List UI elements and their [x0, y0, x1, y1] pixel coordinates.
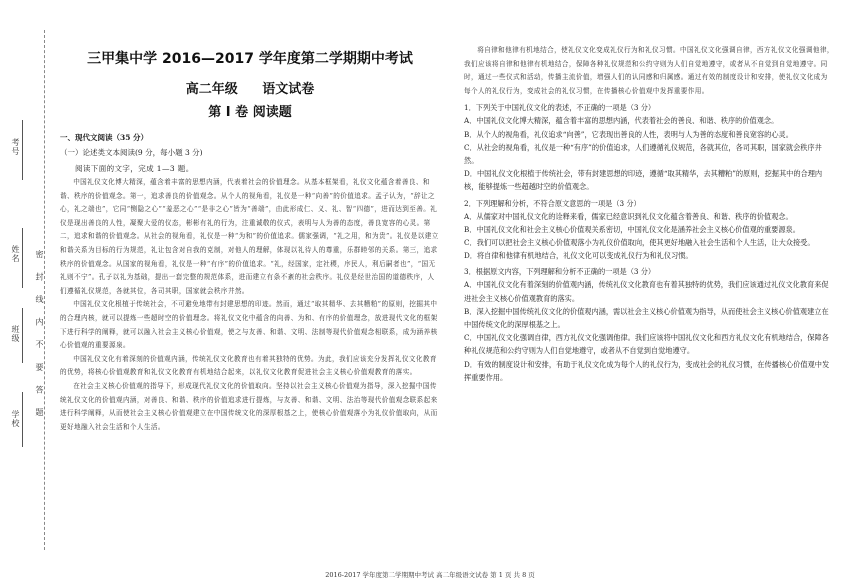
passage-paragraph: 中国礼仪文化有着深刻的价值观内涵，传统礼仪文化教育也有着其独特的优势。为此，我们应该充分发挥礼仪文化教育的优势，将核心价值观教育和礼仪文化教育有机地结合起来，以礼仪文化教育促进社会主义核心价值观教育的落实。 [60, 354, 437, 377]
left-column [60, 44, 440, 434]
option-c: C．中国礼仪文化强调自律，西方礼仪文化强调他律。我们应该将中国礼仪文化和西方礼仪文化有机地结合，保障各种礼仪规范和公约守则为人们自觉地遵守，或者从不自觉到自觉地遵守。 [464, 333, 829, 356]
subsection-heading: （一）论述类文本阅读(9 分，每小题 3 分) [60, 148, 203, 157]
question-3 [464, 266, 834, 384]
question-2 [464, 198, 834, 263]
seal-line-text: 密 封 线 内 不 要 答 题 [35, 250, 44, 422]
grade-label: 高二年级 [185, 82, 238, 97]
seal-dashed-line [44, 30, 45, 550]
question-1 [464, 102, 834, 193]
option-d: D．将自律和他律有机地结合，礼仪文化可以变成礼仪行为和礼仪习惯。 [464, 251, 693, 261]
fill-line-xuexiao [22, 392, 23, 447]
option-a: A．从儒家对中国礼仪文化的诠释来看，儒家已经意识到礼仪文化蕴含着善良、和谐、秩序的价值观念。 [464, 211, 793, 221]
option-a: A．中国礼仪文化博大精深，蕴含着丰富的思想内涵，代表着社会的善良、和谐、秩序的价值观念。 [464, 116, 779, 126]
option-c: C．我们可以把社会主义核心价值观落小为礼仪价值取向，使其更好地融入社会生活和个人生活，让大众接受。 [464, 238, 815, 247]
label-banji: 班级 [11, 325, 20, 343]
option-c: C．从社会的视角看，礼仪是一种“有序”的价值追求，人们遵循礼仪规范，各就其位，各司其职，国家就会秩序井然。 [464, 142, 822, 165]
fill-line-banji [22, 308, 23, 363]
subject-label: 语文试卷 [262, 82, 315, 97]
page-footer: 2016-2017 学年度第二学期期中考试 高二年级语文试卷 第 1 页 共 8 页 [325, 571, 535, 579]
grade-subject-line [60, 78, 440, 97]
question-stem: 3．根据原文内容，下列理解和分析不正确的一项是（3 分） [464, 267, 656, 277]
option-b: B．从个人的视角看，礼仪追求“向善”，它表现出善良的人性，表明与人为善的态度和善良宽容的心灵。 [464, 129, 793, 139]
binding-margin [0, 0, 52, 588]
option-b: B．中国礼仪文化和社会主义核心价值观关系密切，中国礼仪文化是涵养社会主义核心价值观的重要源泉。 [464, 224, 800, 234]
reading-instruction: 阅读下面的文字，完成 1—3 题。 [75, 164, 194, 173]
fill-line-kaohao [22, 120, 23, 180]
question-stem: 1．下列关于中国礼仪文化的表述，不正确的一项是（3 分） [464, 103, 656, 113]
option-b: B．深入挖掘中国传统礼仪文化的价值观内涵，需以社会主义核心价值观为指导，从而使社会主义核心价值观建立在中国传统文化的深厚根基之上。 [464, 306, 829, 330]
passage-paragraph: 在社会主义核心价值观的指导下，形成现代礼仪文化的价值取向。坚持以社会主义核心价值观为指导，深入挖掘中国传统礼仪文化的价值观内涵，对善良、和谐、秩序的价值追求进行提炼，与友善、和谐、文明、法治等现代价值观念联系起来进行科学阐释，从而使社会主义核心价值观建立在中国传统文化的深厚根基之上，使核心价值观落小为礼仪价值取向，从而更好地融入社会生活和个人生活。 [60, 381, 438, 431]
question-stem: 2．下列理解和分析，不符合原文意思的一项是（3 分） [464, 198, 641, 208]
school-title: 三甲集中学 2016—2017 学年度第二学期期中考试 [87, 51, 413, 67]
passage-paragraph: 中国礼仪文化根植于传统社会，不可避免地带有封建思想的印迹。然而，通过“取其精华、去其糟粕”的原则，挖掘其中的合理内核，就可以提炼一些超时空的价值理念。将礼仪文化中蕴含的向善、为和、有序的价值理念，放进现代文化的框架下进行科学的阐释，就可以融入社会主义核心价值观，使之与友善、和谐、文明、法制等现代价值观念相联系，成为涵养核心价值观的重要源泉。 [60, 300, 438, 350]
part-title: 第 Ⅰ 卷 阅读题 [208, 105, 292, 120]
passage-paragraph: 中国礼仪文化博大精深，蕴含着丰富的思想内涵，代表着社会的价值理念。从基本框架看，礼仪文化蕴含着善良、和谐、秩序的价值观念。第一，追求善良的价值观念。从个人的视角看，礼仪是一种“向善”的价值追求。孟子认为，“辞让之心，礼之端也”，它同“恻隐之心”“羞恶之心”“是非之心”皆为“善端”，由此形成仁、义、礼、智“四德”，进而达到至善。礼仪是现出善良的人性，凝聚大爱的仪态，彬彬有礼的行为，注重诚敬的仪式，表明与人为善的态度，善良宽容的心灵。第二，追求和谐的价值观念。从社会的视角看，礼仪是一种“为和”的价值追求。儒家强调，“礼之用，和为贵”。礼仪是以建立和谐关系为目标的行为规范，礼让包含对自我的克制，对他人的理解，体现以礼待人的尊重，乐群睦邻的关系。第三，追求秩序的价值观念。从国家的视角看，礼仪是一种“有序”的价值追求。“礼，经国家，定社稷，序民人，利后嗣者也”，“国无礼则不宁”。孔子以礼为基础，提出一套完整的规范体系，进而建立有条不紊的社会秩序。礼仪是经世治国的道德秩序，人们遵循礼仪规范，各就其位，各司其职，国家就会秩序井然。 [60, 178, 439, 295]
right-column [464, 44, 834, 384]
label-xuexiao: 学校 [11, 410, 20, 428]
label-kaohao: 考号 [11, 138, 20, 156]
fill-line-xingming [22, 228, 23, 288]
option-d: D．有效的制度设计和安排，有助于礼仪文化成为每个人的礼仪行为，变成社会的礼仪习惯，在传播核心价值观中发挥重要作用。 [464, 359, 830, 382]
section-heading: 一、现代文阅读（35 分） [60, 133, 149, 142]
passage-paragraph: 将自律和他律有机地结合，使礼仪文化变成礼仪行为和礼仪习惯。中国礼仪文化强调自律，西方礼仪文化强调他律，我们应该将自律和他律有机地结合，保障各种礼仪规范和公约守则为人们自觉地遵守，或者从不自觉到自觉地遵守。同时，通过一些仪式和活动，传播主流价值，增强人们的认同感和归属感。通过有效的制度设计和安排，使礼仪文化成为每个人的礼仪行为，变成社会的礼仪习惯，在传播核心价值观中发挥重要作用。 [464, 46, 834, 95]
option-d: D．中国礼仪文化根植于传统社会，带有封建思想的印迹，遵循“取其精华，去其糟粕”的原则，挖掘其中的合理内核，能够提炼一些超越时空的价值观念。 [464, 169, 823, 192]
label-xingming: 姓名 [11, 245, 20, 263]
option-a: A．中国礼仪文化有着深刻的价值观内涵，传统礼仪文化教育也有着其独特的优势，我们应该通过礼仪文化教育来促进社会主义核心价值观教育的落实。 [464, 280, 829, 303]
